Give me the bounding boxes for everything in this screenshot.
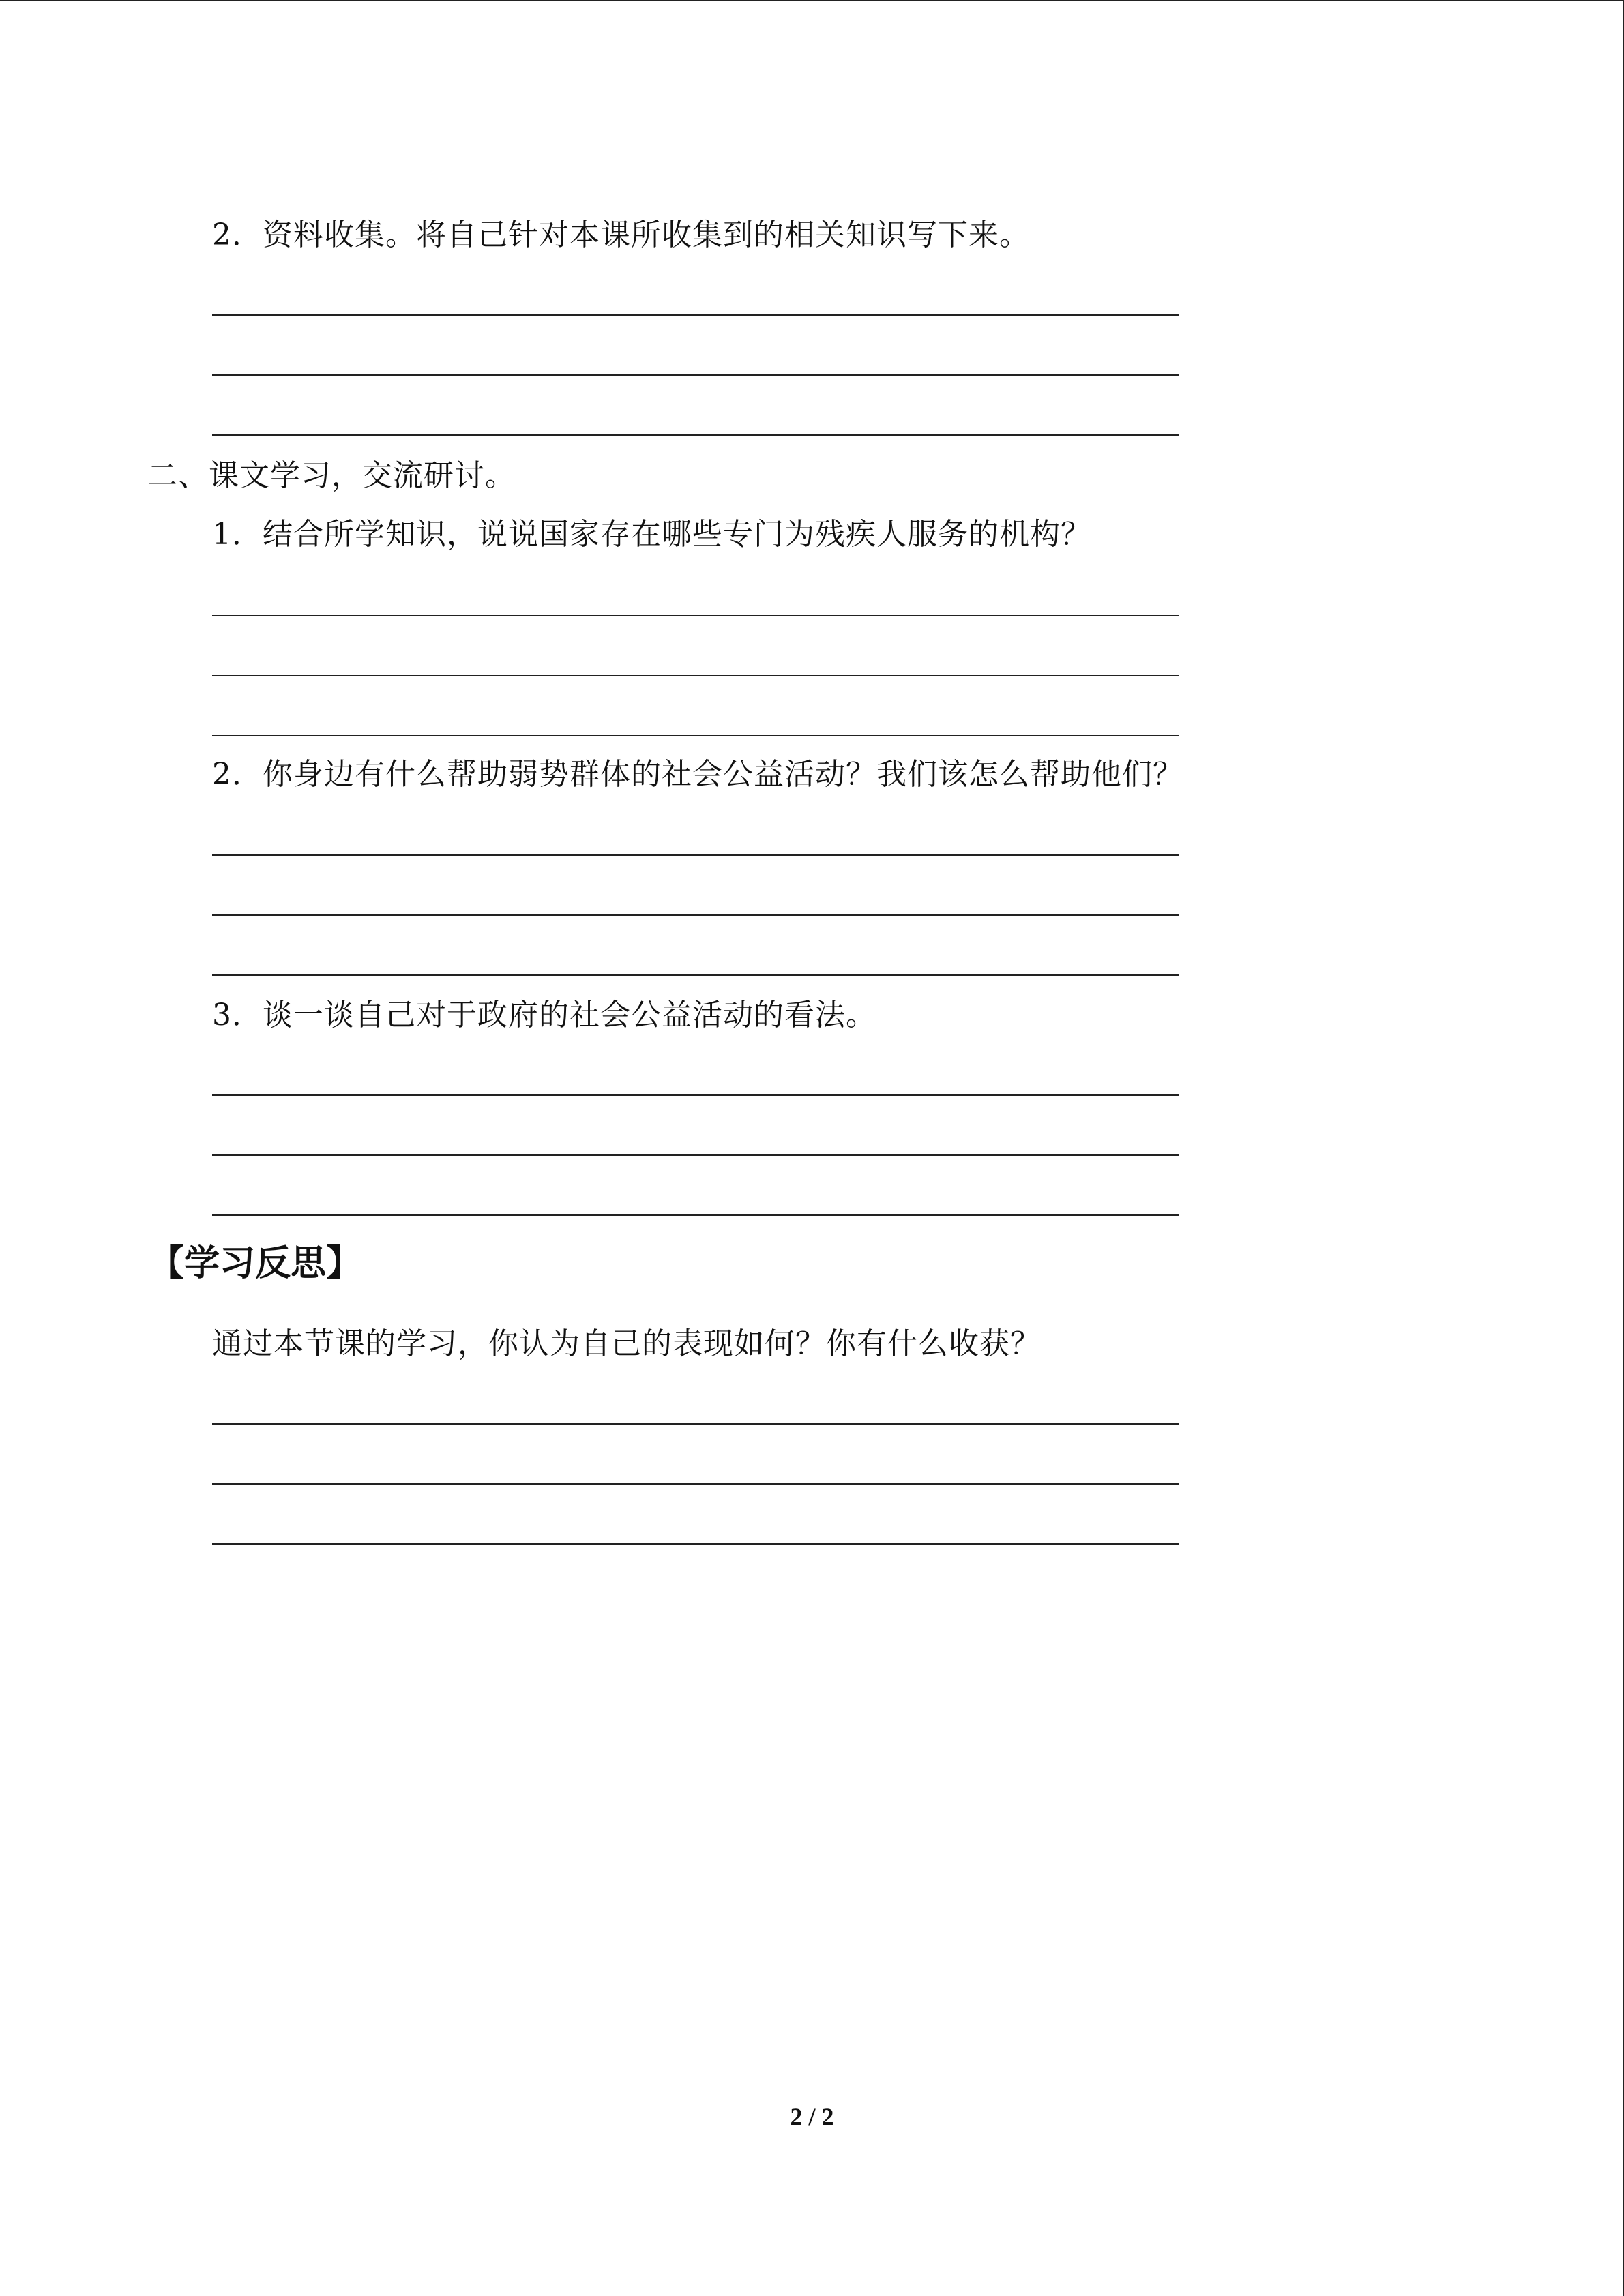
answer-line (212, 1094, 1179, 1096)
answer-line (212, 615, 1179, 616)
answer-line (212, 735, 1179, 736)
answer-line (212, 854, 1179, 856)
answer-line (212, 434, 1179, 436)
answer-line (212, 675, 1179, 676)
answer-line (212, 974, 1179, 976)
answer-line (212, 1214, 1179, 1216)
reflection-prompt: 通过本节课的学习，你认为自己的表现如何？你有什么收获？ (212, 1326, 1041, 1361)
answer-line (212, 1543, 1179, 1545)
page-number: 2 / 2 (790, 2103, 834, 2130)
question-1: 1．结合所学知识，说说国家存在哪些专门为残疾人服务的机构？ (212, 517, 1091, 552)
answer-line (212, 1483, 1179, 1485)
answer-line (212, 314, 1179, 316)
answer-line (212, 914, 1179, 916)
question-2: 2．你身边有什么帮助弱势群体的社会公益活动？我们该怎么帮助他们？ (212, 757, 1183, 792)
question-3: 3．谈一谈自己对于政府的社会公益活动的看法。 (212, 998, 876, 1032)
answer-line (212, 374, 1179, 376)
question-collect: 2．资料收集。将自己针对本课所收集到的相关知识写下来。 (212, 218, 1030, 252)
reflection-heading: 【学习反思】 (149, 1243, 362, 1284)
section-title: 二、课文学习，交流研讨。 (147, 458, 516, 493)
answer-line (212, 1423, 1179, 1425)
answer-line (212, 1154, 1179, 1156)
